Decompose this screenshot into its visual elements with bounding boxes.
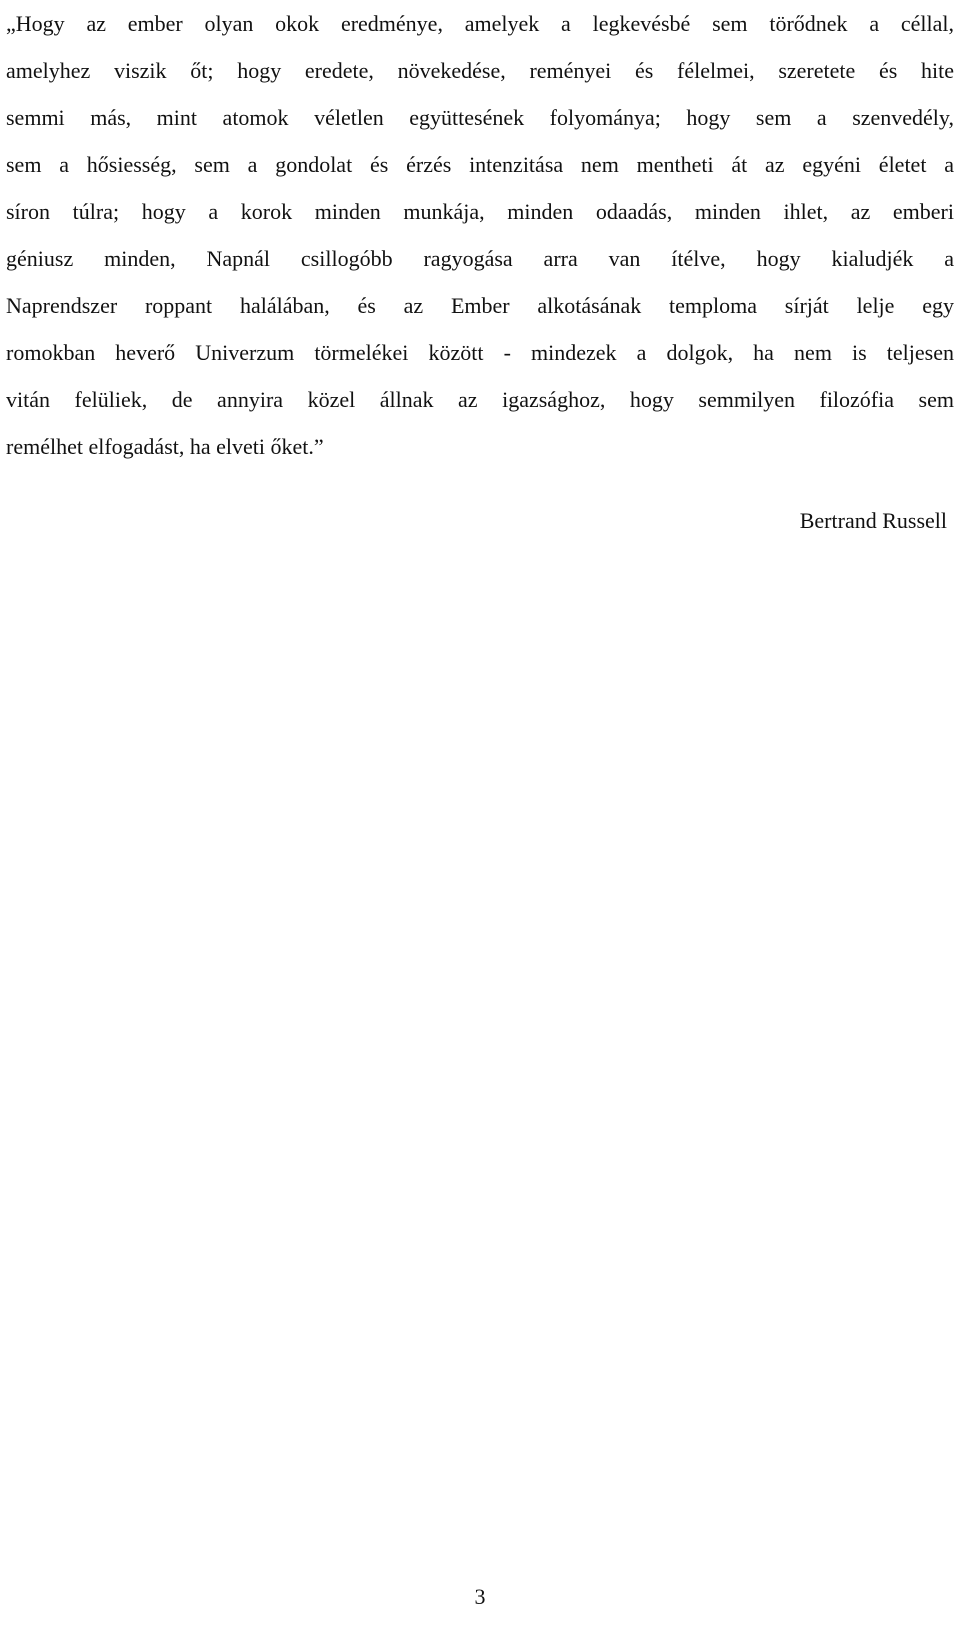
quote-line: amelyhez viszik őt; hogy eredete, növekedése, reményei és félelmei, szeretete és hite: [6, 58, 954, 83]
quote-line: remélhet elfogadást, ha elveti őket.”: [6, 434, 324, 459]
page-number: 3: [474, 1584, 486, 1609]
author-attribution: Bertrand Russell: [799, 508, 947, 533]
quote-line: vitán felüliek, de annyira közel állnak az igazsághoz, hogy semmilyen filozófia sem: [6, 387, 954, 412]
quote-line: géniusz minden, Napnál csillogóbb ragyogása arra van ítélve, hogy kialudjék a: [6, 246, 954, 271]
quote-line: sem a hősiesség, sem a gondolat és érzés intenzitása nem mentheti át az egyéni életet a: [6, 152, 954, 177]
quote-line: romokban heverő Univerzum törmelékei között - mindezek a dolgok, ha nem is teljesen: [6, 340, 954, 365]
quote-line: Naprendszer roppant halálában, és az Ember alkotásának temploma sírját lelje egy: [6, 293, 954, 318]
quote-line: „Hogy az ember olyan okok eredménye, amelyek a legkevésbé sem törődnek a céllal,: [6, 11, 954, 36]
quote-line: semmi más, mint atomok véletlen együttesének folyománya; hogy sem a szenvedély,: [6, 105, 954, 130]
quote-paragraph: [6, 0, 954, 470]
quote-line: síron túlra; hogy a korok minden munkája, minden odaadás, minden ihlet, az emberi: [6, 199, 954, 224]
